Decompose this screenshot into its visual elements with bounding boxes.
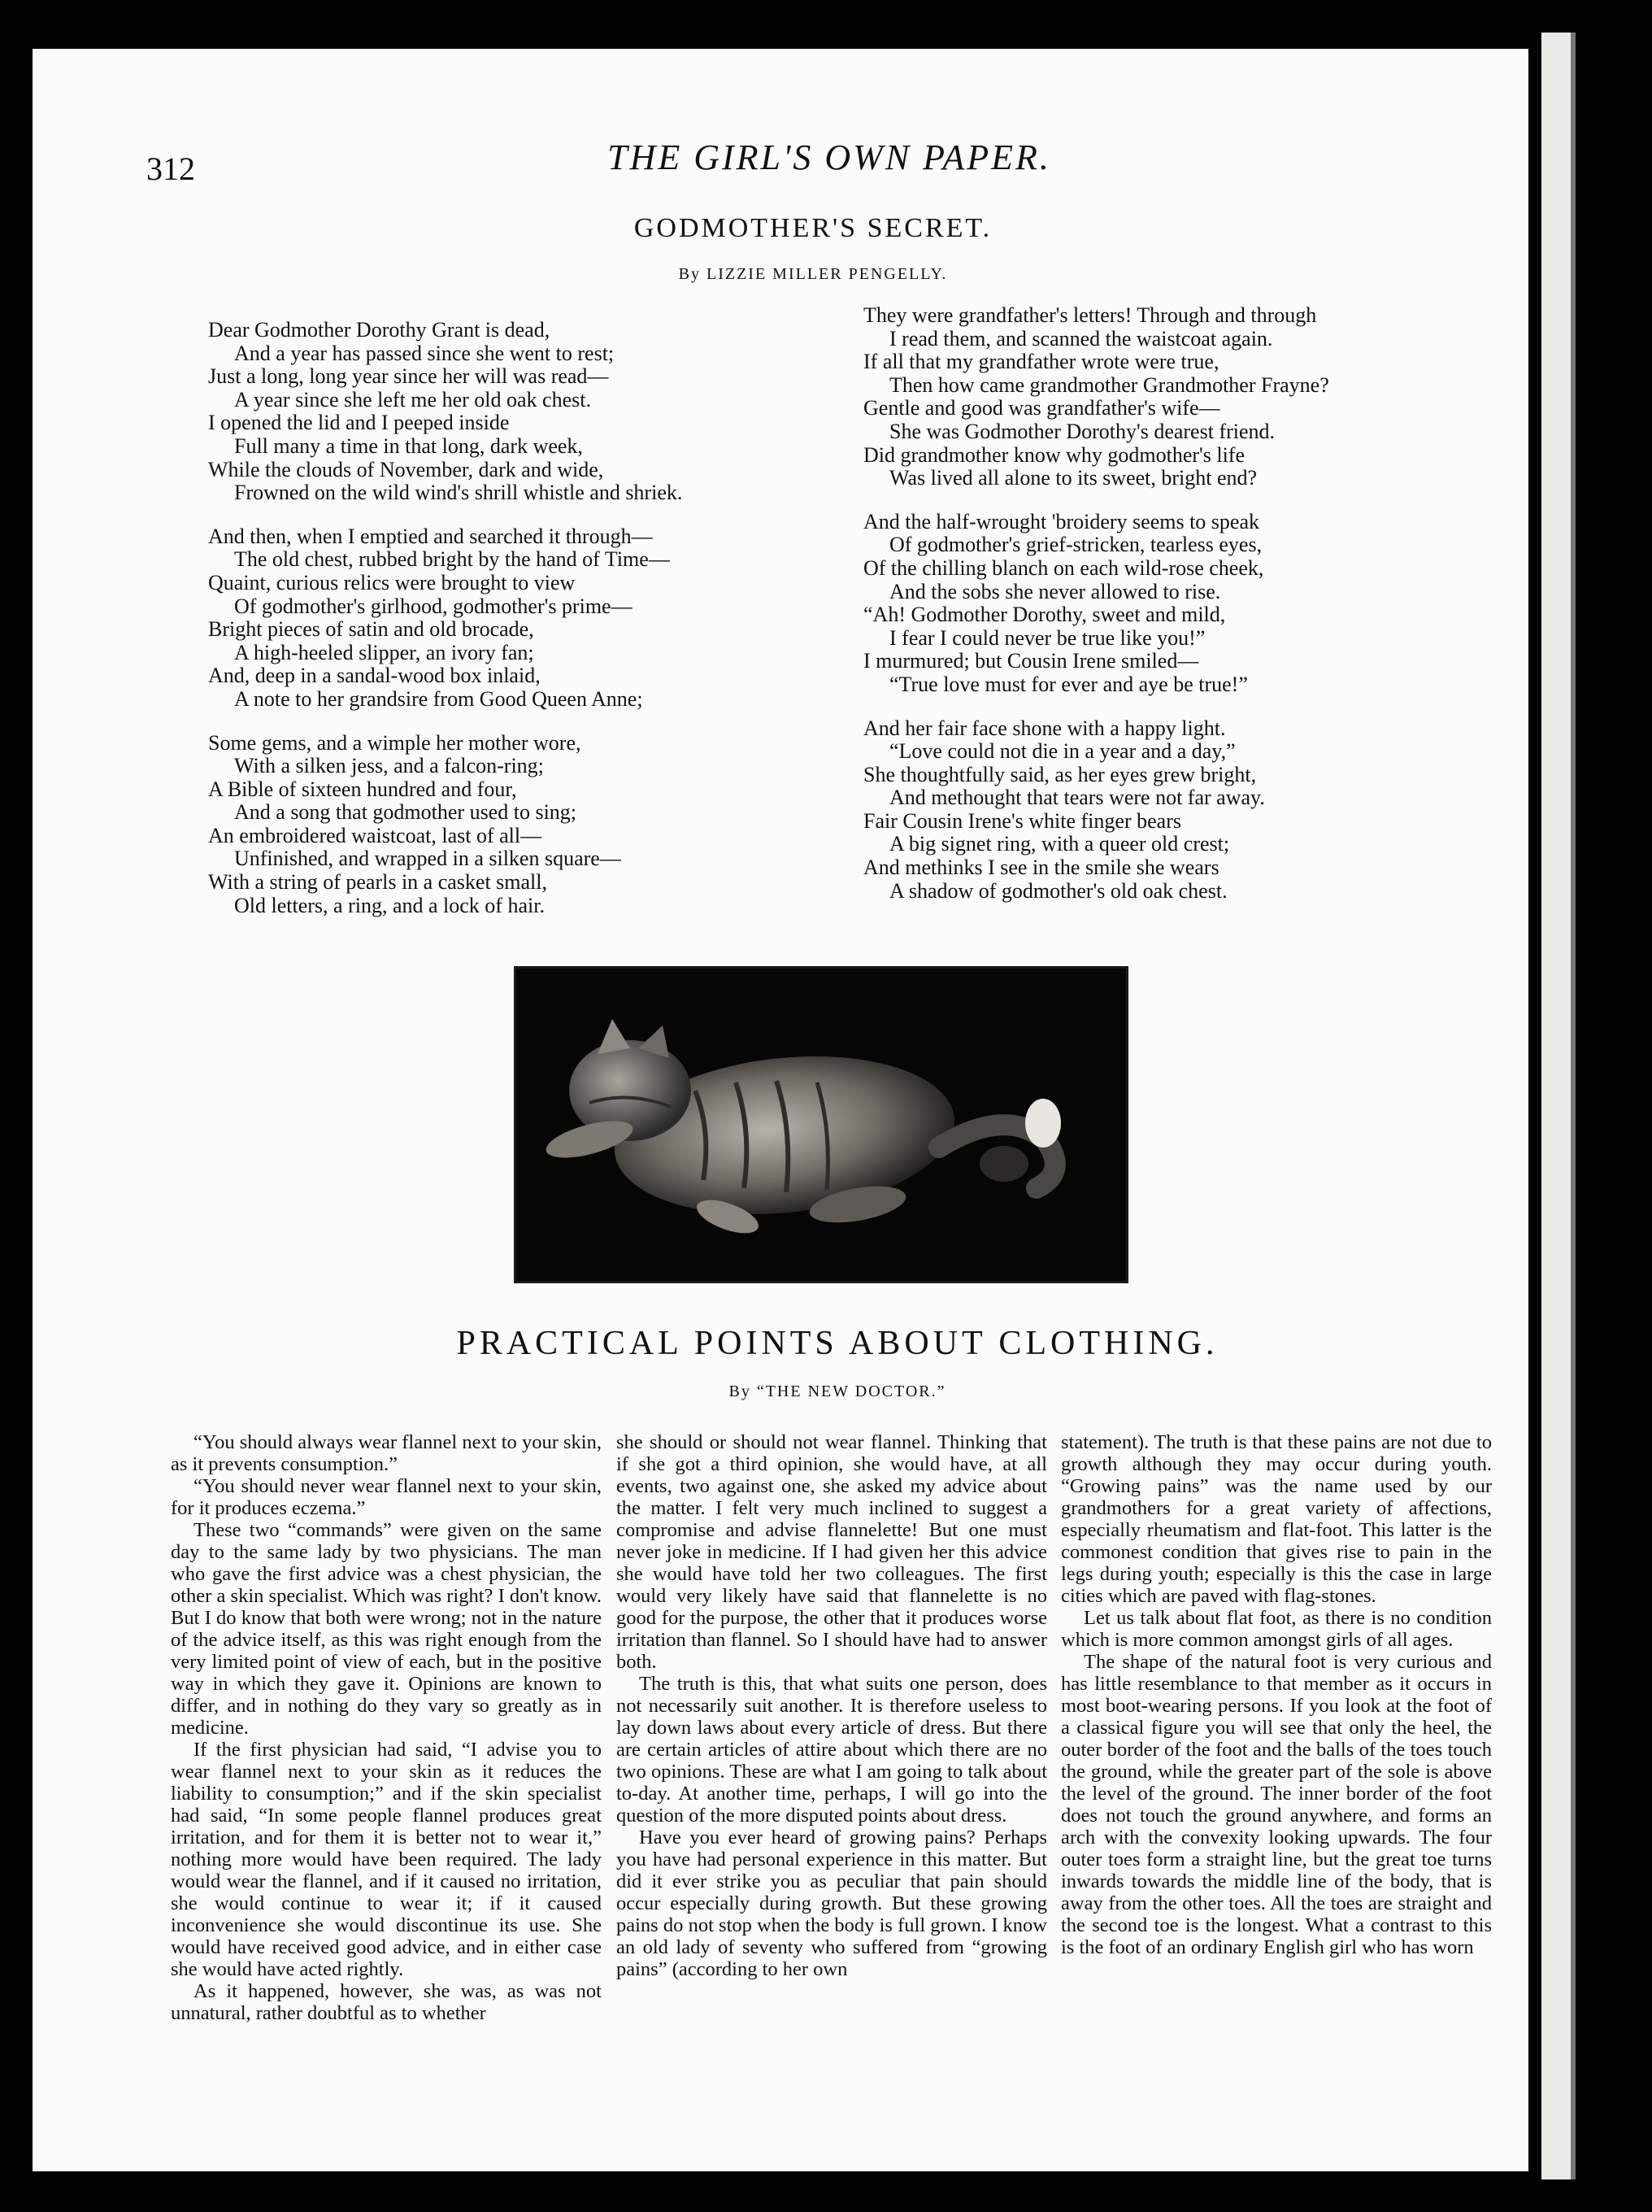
- article-paragraph: she should or should not wear flannel. Thinking that if she got a third opinion, she would have, at all events, two against one, she asked my advice about the matter. I felt very much inclined to suggest a compromise and advise flannelette! But one must never joke in medicine. If I had given her this advice she would have told her two colleagues. The first would very likely have said that flannelette is no good for the purpose, the other that it produces worse irritation than flannel. So I should have had to answer both.: [616, 1431, 1047, 1673]
- poem-line: And the half-wrought 'broidery seems to speak: [863, 509, 1260, 533]
- poem-line: A shadow of godmother's old oak chest.: [889, 878, 1228, 903]
- poem-line: A Bible of sixteen hundred and four,: [208, 777, 517, 801]
- poem-line: I opened the lid and I peeped inside: [208, 411, 510, 435]
- article-title: PRACTICAL POINTS ABOUT CLOTHING.: [456, 1325, 1219, 1362]
- article-paragraph: Have you ever heard of growing pains? Perhaps you have had personal experience in this matter. But did it ever strike you as peculiar that pain should occur especially during growth. But these growing pains do not stop when the body is full grown. I know an old lady of seventy who suffered from “growing pains” (according to her own: [616, 1827, 1047, 1980]
- poem-title: GODMOTHER'S SECRET.: [633, 213, 993, 243]
- article-paragraph: These two “commands” were given on the same day to the same lady by two physicians. The man who gave the first advice was a chest physician, the other a skin specialist. Which was right? I don't know. But I do know that both were wrong; not in the nature of the advice itself, as this was right enough from the very limited point of view of each, but in the positive way in which they gave it. Opinions are known to differ, and in nothing do they vary so greatly as in medicine.: [171, 1519, 602, 1739]
- poem-line: If all that my grandfather wrote were true,: [863, 350, 1219, 374]
- poem-stanza: [863, 511, 1498, 697]
- sleeping-kitten-photo: [514, 966, 1128, 1283]
- page-binding-edge: [1571, 33, 1576, 2179]
- poem-line: A year since she left me her old oak chest.: [234, 387, 591, 411]
- article-paragraph: The shape of the natural foot is very curious and has little resemblance to that member as it occurs in most boot-wearing persons. If you look at the foot of a classical figure you will see that only the heel, the outer border of the foot and the balls of the toes touch the ground, while the greater part of the sole is above the level of the ground. The inner border of the foot does not touch the ground anywhere, and forms an arch with the convexity looking upwards. The four outer toes form a straight line, but the great toe turns inwards towards the middle line of the body, that is away from the other toes. All the toes are straight and the second toe is the longest. What a contrast to this is the foot of an ordinary English girl who has worn: [1061, 1651, 1492, 1958]
- poem-line: I read them, and scanned the waistcoat again.: [889, 326, 1273, 351]
- poem-line: Of godmother's girlhood, godmother's prime—: [234, 594, 633, 618]
- poem-line: Fair Cousin Irene's white finger bears: [863, 808, 1181, 833]
- poem-stanza: [208, 732, 842, 918]
- article-paragraph: “You should never wear flannel next to your skin, for it produces eczema.”: [171, 1475, 602, 1519]
- poem-stanza: [863, 304, 1498, 490]
- poem-line: “Ah! Godmother Dorothy, sweet and mild,: [863, 603, 1226, 627]
- poem-line: Old letters, a ring, and a lock of hair.: [234, 893, 545, 917]
- poem-line: A high-heeled slipper, an ivory fan;: [234, 640, 534, 664]
- poem-line: Gentle and good was grandfather's wife—: [863, 396, 1220, 420]
- poem-line: Some gems, and a wimple her mother wore,: [208, 730, 581, 755]
- poem-line: And a year has passed since she went to rest;: [234, 341, 615, 365]
- journal-title: THE GIRL'S OWN PAPER.: [607, 137, 1051, 177]
- poem-line: An embroidered waistcoat, last of all—: [208, 823, 542, 847]
- poem-line: Quaint, curious relics were brought to view: [208, 570, 576, 594]
- poem-line: I murmured; but Cousin Irene smiled—: [863, 649, 1199, 673]
- poem-line: Was lived all alone to its sweet, bright end?: [889, 466, 1258, 490]
- poem-line: Then how came grandmother Grandmother Frayne?: [889, 372, 1329, 397]
- poem-line: Did grandmother know why godmother's life: [863, 442, 1245, 467]
- poem-line: She was Godmother Dorothy's dearest friend.: [889, 419, 1276, 443]
- article-paragraph: As it happened, however, she was, as was not unnatural, rather doubtful as to whether: [171, 1980, 602, 2024]
- article-paragraph: Let us talk about flat foot, as there is no condition which is more common amongst girls of all ages.: [1061, 1607, 1492, 1651]
- poem-right-column: [863, 304, 1498, 923]
- poem-stanza: [863, 717, 1498, 904]
- poem-line: “Love could not die in a year and a day,”: [889, 739, 1236, 764]
- poem-line: They were grandfather's letters! Through and through: [863, 303, 1317, 327]
- poem-line: A note to her grandsire from Good Queen Anne;: [234, 686, 643, 711]
- poem-line: With a silken jess, and a falcon-ring;: [234, 754, 544, 778]
- poem-line: Full many a time in that long, dark week,: [234, 433, 583, 458]
- poem-line: With a string of pearls in a casket small,: [208, 870, 548, 895]
- poem-line: Of godmother's grief-stricken, tearless eyes,: [889, 533, 1263, 557]
- poem-line: “True love must for ever and aye be true!”: [889, 672, 1248, 696]
- kitten-illustration: [516, 969, 1126, 1281]
- article-paragraph: statement). The truth is that these pains are not due to growth although they may occur during youth. “Growing pains” was the name used by our grandmothers for a great variety of affections, especially rheumatism and flat-foot. This latter is the commonest condition that gives rise to pain in the legs during youth; especially is this the case in large cities which are paved with flag-stones.: [1061, 1431, 1492, 1607]
- poem-line: Just a long, long year since her will was read—: [208, 364, 609, 389]
- poem-line: Of the chilling blanch on each wild-rose cheek,: [863, 555, 1264, 580]
- poem-line: I fear I could never be true like you!”: [889, 625, 1206, 650]
- poem-line: While the clouds of November, dark and wide,: [208, 457, 604, 481]
- poem-line: Unfinished, and wrapped in a silken square—: [234, 847, 621, 871]
- article-paragraph: “You should always wear flannel next to your skin, as it prevents consumption.”: [171, 1431, 602, 1475]
- poem-byline: By LIZZIE MILLER PENGELLY.: [678, 265, 948, 283]
- poem-line: And methinks I see in the smile she wears: [863, 856, 1219, 880]
- poem-stanza: [208, 525, 842, 712]
- article-byline: By “THE NEW DOCTOR.”: [728, 1382, 946, 1400]
- article-column-1: [171, 1431, 602, 2024]
- poem-line: A big signet ring, with a queer old crest;: [889, 832, 1230, 856]
- poem-line: She thoughtfully said, as her eyes grew bright,: [863, 762, 1257, 786]
- poem-line: And methought that tears were not far away.: [889, 786, 1265, 810]
- adjacent-page-edge: [1541, 33, 1571, 2179]
- article-paragraph: If the first physician had said, “I advise you to wear flannel next to your skin as it reduces the liability to consumption;” and if the skin specialist had said, “In some people flannel produces great irritation, and for them it is better not to wear it,” nothing more would have been required. The lady would wear the flannel, and if it caused no irritation, she would continue to wear it; if it caused inconvenience she would discontinue its use. She would have received good advice, and in either case she would have acted rightly.: [171, 1739, 602, 1980]
- poem-left-column: [208, 319, 842, 938]
- poem-line: And her fair face shone with a happy light.: [863, 716, 1226, 740]
- article-column-3: [1061, 1431, 1492, 1958]
- poem-line: And a song that godmother used to sing;: [234, 800, 577, 825]
- article-column-2: [616, 1431, 1047, 1980]
- page-number: 312: [146, 150, 195, 187]
- poem-line: Bright pieces of satin and old brocade,: [208, 617, 534, 642]
- poem-line: The old chest, rubbed bright by the hand of Time—: [234, 547, 670, 572]
- poem-line: And then, when I emptied and searched it through—: [208, 524, 653, 548]
- article-paragraph: The truth is this, that what suits one person, does not necessarily suit another. It is therefore useless to lay down laws about every article of dress. But there are certain articles of attire about which there are no two opinions. These are what I am going to talk about to-day. At another time, perhaps, I will go into the question of the more disputed points about dress.: [616, 1673, 1047, 1827]
- poem-line: Frowned on the wild wind's shrill whistle and shriek.: [234, 481, 683, 505]
- poem-line: And, deep in a sandal-wood box inlaid,: [208, 664, 541, 688]
- poem-stanza: [208, 319, 842, 505]
- poem-line: And the sobs she never allowed to rise.: [889, 579, 1221, 603]
- poem-line: Dear Godmother Dorothy Grant is dead,: [208, 318, 550, 342]
